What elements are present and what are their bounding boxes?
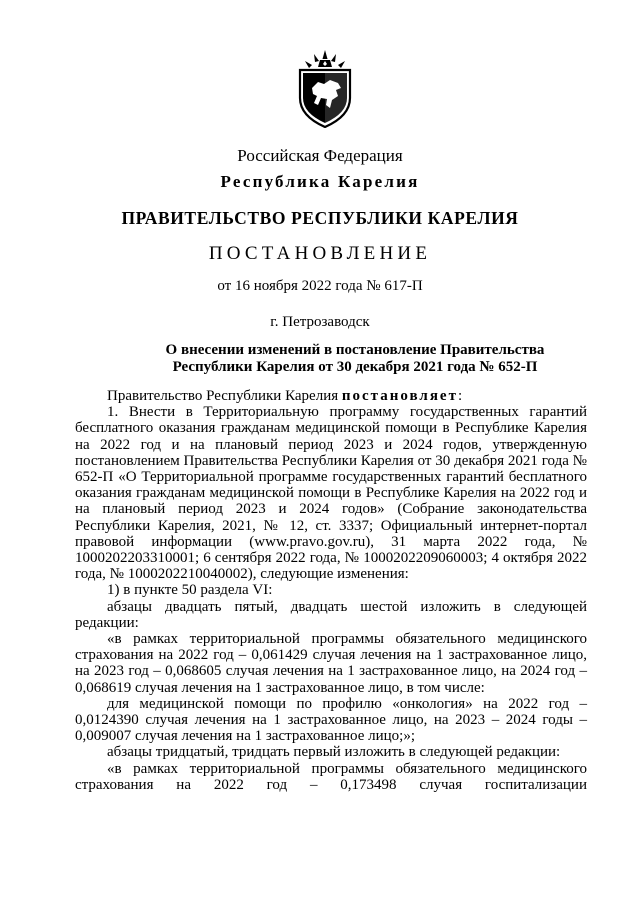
decree-verb: постановляет xyxy=(341,388,458,404)
paragraph-oncology: для медицинской помощи по профилю «онкология» на 2022 год – 0,0124390 случая лечения на 1 застрахованное лицо, на 2023 – 2024 годы – 0,009007 случая лечения на 1 застрахованное лицо;»; xyxy=(75,695,587,745)
preamble-colon: : xyxy=(457,388,463,404)
subject-line-1: О внесении изменений в постановление Правительства xyxy=(165,342,545,358)
document-city: г. Петрозаводск xyxy=(270,314,370,330)
karelia-coat-of-arms-icon xyxy=(294,50,356,128)
country-name: Российская Федерация xyxy=(237,146,403,165)
paragraph-item-1: 1. Внести в Территориальную программу государственных гарантий бесплатного оказания гражданам медицинской помощи в Республике Карелия на 2022 год и на плановый период 2023 и 2024 годов, утвержденную постановлением Правительства Республики Карелия от 30 декабря 2021 года № 652-П «О Территориальной программе государственных гарантий бесплатного оказания гражданам медицинской помощи в Республике Карелия на 2022 год и на плановый период 2023 и 2024 годов» (Собрание законодательства Республики Карелия, 2021, № 12, ст. 3337; Официальный интернет-портал правовой информации (www.pravo.gov.ru), 31 марта 2022 года, № 1000202203310001; 6 сентября 2022 года, № 1000202209060003; 4 октября 2022 года, № 1000202210040002), следующие изменения: xyxy=(75,404,587,583)
decree-preamble xyxy=(75,388,587,404)
government-title: ПРАВИТЕЛЬСТВО РЕСПУБЛИКИ КАРЕЛИЯ xyxy=(121,208,519,228)
preamble-text: Правительство Республики Карелия xyxy=(107,388,342,404)
republic-name: Республика Карелия xyxy=(220,172,420,191)
subject-line-2: Республики Карелия от 30 декабря 2021 года № 652-П xyxy=(172,359,538,375)
paragraph-quote-1: «в рамках территориальной программы обязательного медицинского страхования на 2022 год – 0,061429 случая лечения на 1 застрахованное лицо, на 2023 год – 0,068605 случая лечения на 1 застрахованное лицо, на 2024 год – 0,068619 случая лечения на 1 застрахованное лицо, в том числе: xyxy=(75,631,587,696)
document-subject xyxy=(110,342,600,376)
paragraph-quote-2: «в рамках территориальной программы обязательного медицинского страхования на 2022 год – 0,173498 случая госпитализации xyxy=(75,760,587,793)
document-body xyxy=(75,388,587,793)
paragraph-25-26-intro: абзацы двадцать пятый, двадцать шестой изложить в следующей редакции: xyxy=(75,598,587,631)
document-date-number: от 16 ноября 2022 года № 617-П xyxy=(217,278,423,294)
paragraph-subitem-1: 1) в пункте 50 раздела VI: xyxy=(107,582,273,599)
document-type: ПОСТАНОВЛЕНИЕ xyxy=(208,243,432,264)
paragraph-30-31-intro: абзацы тридцатый, тридцать первый изложить в следующей редакции: xyxy=(107,744,561,761)
